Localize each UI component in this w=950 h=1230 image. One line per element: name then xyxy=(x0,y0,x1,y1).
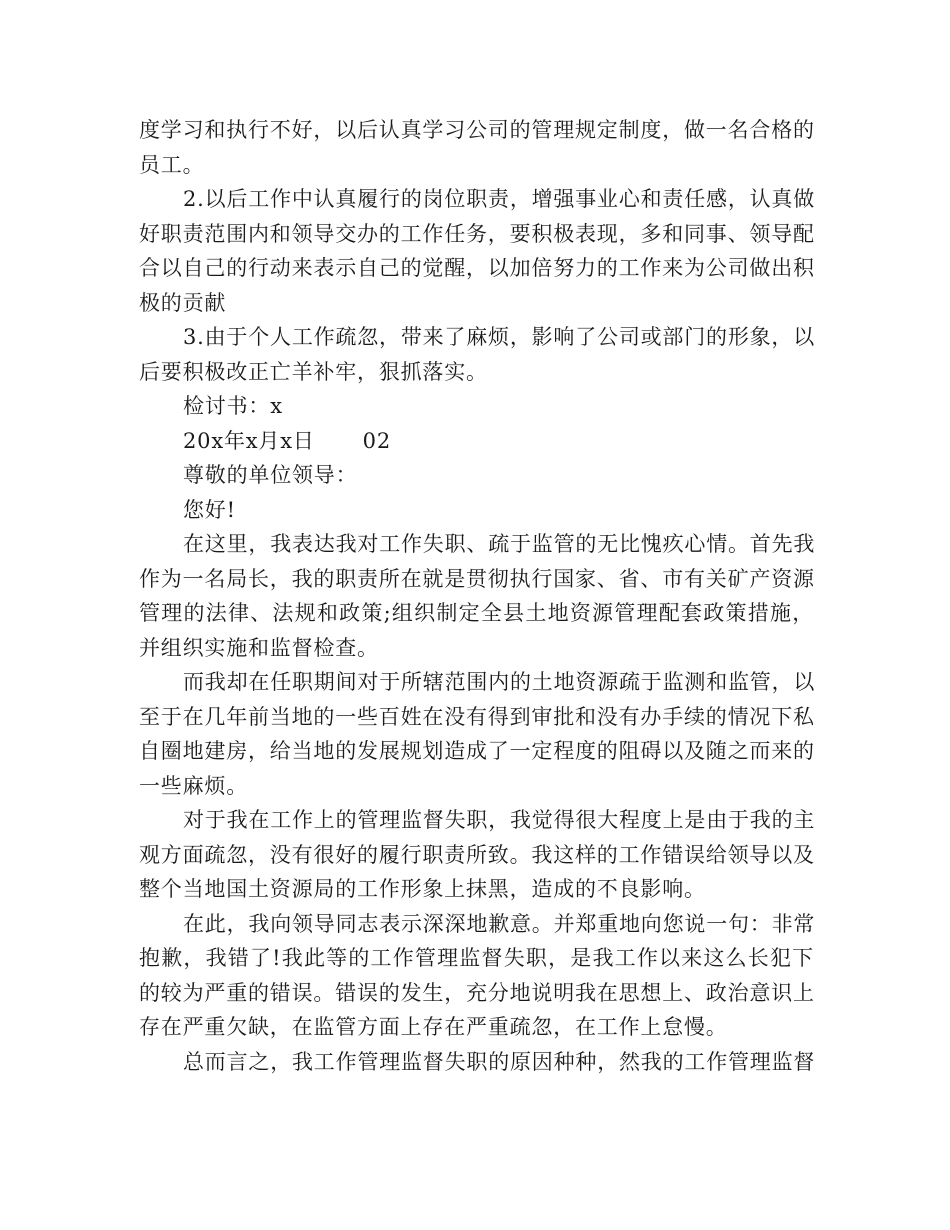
text-line: 作为一名局长，我的职责所在就是贯彻执行国家、省、市有关矿产资源 xyxy=(139,566,815,591)
text-line: 2.以后工作中认真履行的岗位职责，增强事业心和责任感，认真做 xyxy=(183,187,816,211)
text-line: 存在严重欠缺，在监管方面上存在严重疏忽，在工作上怠慢。 xyxy=(139,1015,728,1039)
text-line: 而我却在任职期间对于所辖范围内的土地资源疏于监测和监管，以 xyxy=(183,670,816,694)
text-line: 在这里，我表达我对工作失职、疏于监管的无比愧疚心情。首先我 xyxy=(183,532,816,556)
text-line: 的较为严重的错误。错误的发生，充分地说明我在思想上、政治意识上 xyxy=(139,980,815,1005)
text-line: 后要积极改正亡羊补牢，狠抓落实。 xyxy=(139,359,488,384)
text-line: 观方面疏忽，没有很好的履行职责所致。我这样的工作错误给领导以及 xyxy=(139,842,815,867)
text-line: 好职责范围内和领导交办的工作任务，要积极表现，多和同事、领导配 xyxy=(139,221,815,246)
text-line: 合以自己的行动来表示自己的觉醒，以加倍努力的工作来为公司做出积 xyxy=(139,256,815,280)
text-line xyxy=(139,424,814,459)
text-line: 极的贡献 xyxy=(139,290,227,315)
text-line: 员工。 xyxy=(139,152,205,177)
section-number: 02 xyxy=(362,428,391,453)
text-line: 您好! xyxy=(183,497,236,522)
text-line: 抱歉，我错了!我此等的工作管理监督失职，是我工作以来这么长犯下 xyxy=(139,946,814,970)
text-line: 度学习和执行不好，以后认真学习公司的管理规定制度，做一名合格的 xyxy=(139,118,815,142)
text-line: 并组织实施和监督检查。 xyxy=(139,635,379,660)
text-line: 总而言之，我工作管理监督失职的原因种种，然我的工作管理监督 xyxy=(183,1049,816,1074)
text-line: 整个当地国土资源局的工作形象上抹黑，造成的不良影响。 xyxy=(139,877,706,901)
text-line: 尊敬的单位领导： xyxy=(183,463,358,487)
date-text: 20x年x月x日 xyxy=(183,428,315,453)
text-line: 至于在几年前当地的一些百姓在没有得到审批和没有办手续的情况下私 xyxy=(139,704,815,729)
text-line: 3.由于个人工作疏忽，带来了麻烦，影响了公司或部门的形象，以 xyxy=(183,325,816,349)
text-line: 一些麻烦。 xyxy=(139,773,248,798)
text-line: 在此，我向领导同志表示深深地歉意。并郑重地向您说一句：非常 xyxy=(183,911,816,936)
text-line: 管理的法律、法规和政策;组织制定全县土地资源管理配套政策措施， xyxy=(139,601,814,625)
text-line: 自圈地建房，给当地的发展规划造成了一定程度的阻碍以及随之而来的 xyxy=(139,739,815,763)
document-page xyxy=(139,113,814,1079)
text-line: 检讨书：x xyxy=(183,394,283,418)
text-line: 对于我在工作上的管理监督失职，我觉得很大程度上是由于我的主 xyxy=(183,808,816,832)
